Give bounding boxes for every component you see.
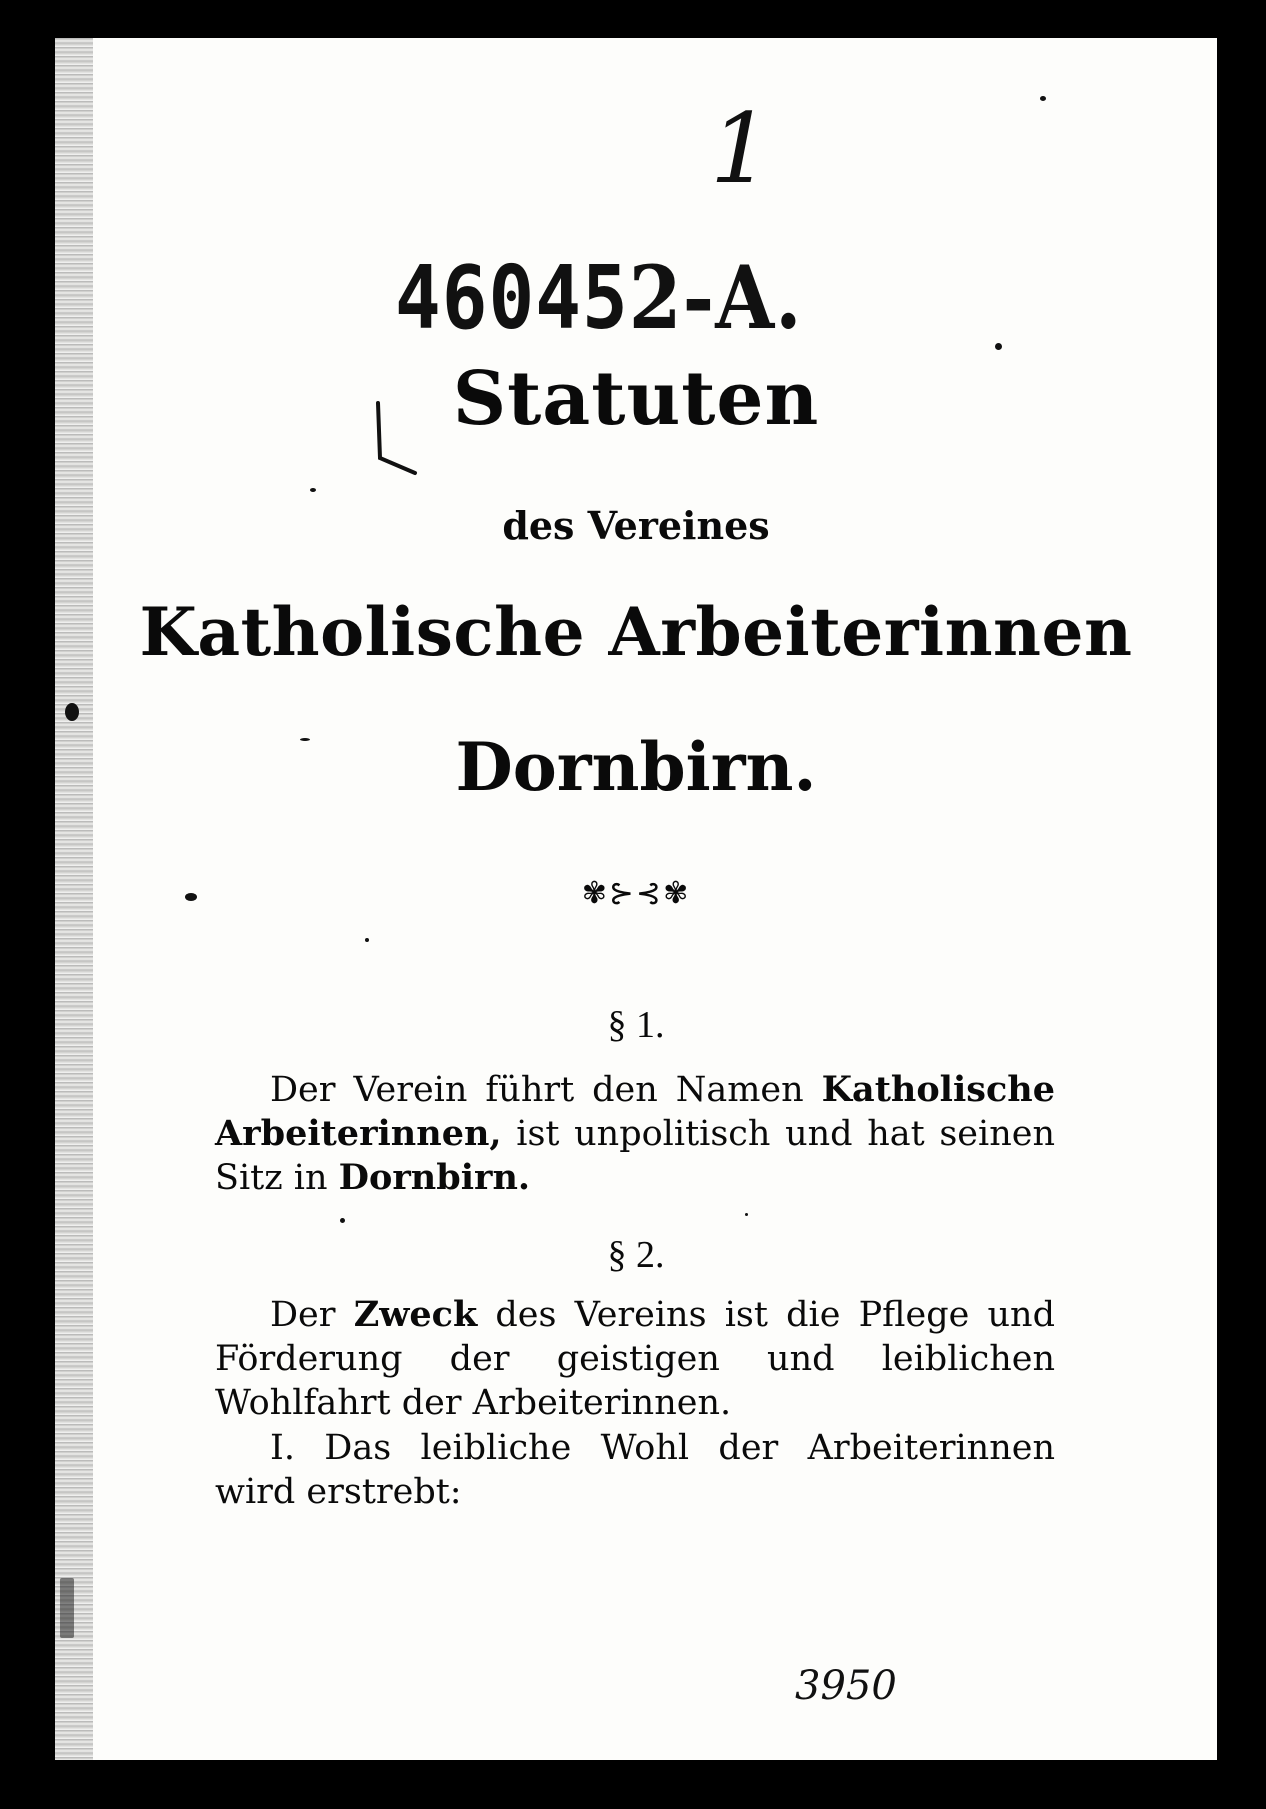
section-2-subpoint: I. Das leibliche Wohl der Arbeiterinnen wird erstrebt: (215, 1428, 1055, 1512)
scan-speck (60, 1578, 74, 1638)
section-2-text-bold: Zweck (353, 1294, 478, 1335)
section-2-text-part: des Vereins ist die Pflege und Förderung der geistigen und leiblichen Wohlfahrt der Arbeiterinnen. (215, 1295, 1055, 1423)
section-2-text-part: Der (270, 1295, 354, 1335)
scan-speck (1040, 96, 1046, 101)
section-1-text (215, 1068, 1055, 1200)
stamp-number: 46045 (395, 246, 629, 349)
scan-speck (310, 488, 316, 492)
section-1-text-part: Der Verein führt den Namen (270, 1070, 822, 1110)
scan-speck (745, 1213, 748, 1216)
stamp-suffix: 2-A. (628, 246, 803, 349)
section-2-heading: § 2. (607, 1234, 665, 1276)
document-sheet (55, 38, 1217, 1760)
scan-speck (995, 343, 1002, 350)
section-1-text-bold: Dornbirn. (338, 1157, 531, 1198)
ornament-divider: ✾⊱⊰✾ (581, 876, 691, 911)
handwritten-number-bottom: 3950 (795, 1663, 897, 1709)
association-place: Dornbirn. (455, 728, 817, 806)
accession-stamp (395, 246, 803, 348)
scan-speck (65, 703, 79, 721)
handwritten-number-top: 1 (710, 93, 772, 205)
document-title: Statuten (452, 356, 820, 442)
association-name: Katholische Arbeiterinnen (139, 593, 1133, 671)
section-2-text (215, 1293, 1055, 1425)
scan-speck (365, 938, 369, 942)
scan-speck (340, 1218, 345, 1223)
section-1-heading: § 1. (607, 1004, 665, 1046)
section-1-text-bold: Katholische Arbeiterinnen, (215, 1069, 1055, 1154)
section-2-text-continued (215, 1426, 1055, 1514)
section-1-text-part: ist unpolitisch und hat seinen Sitz in (215, 1114, 1055, 1198)
document-subtitle: des Vereines (502, 503, 770, 548)
